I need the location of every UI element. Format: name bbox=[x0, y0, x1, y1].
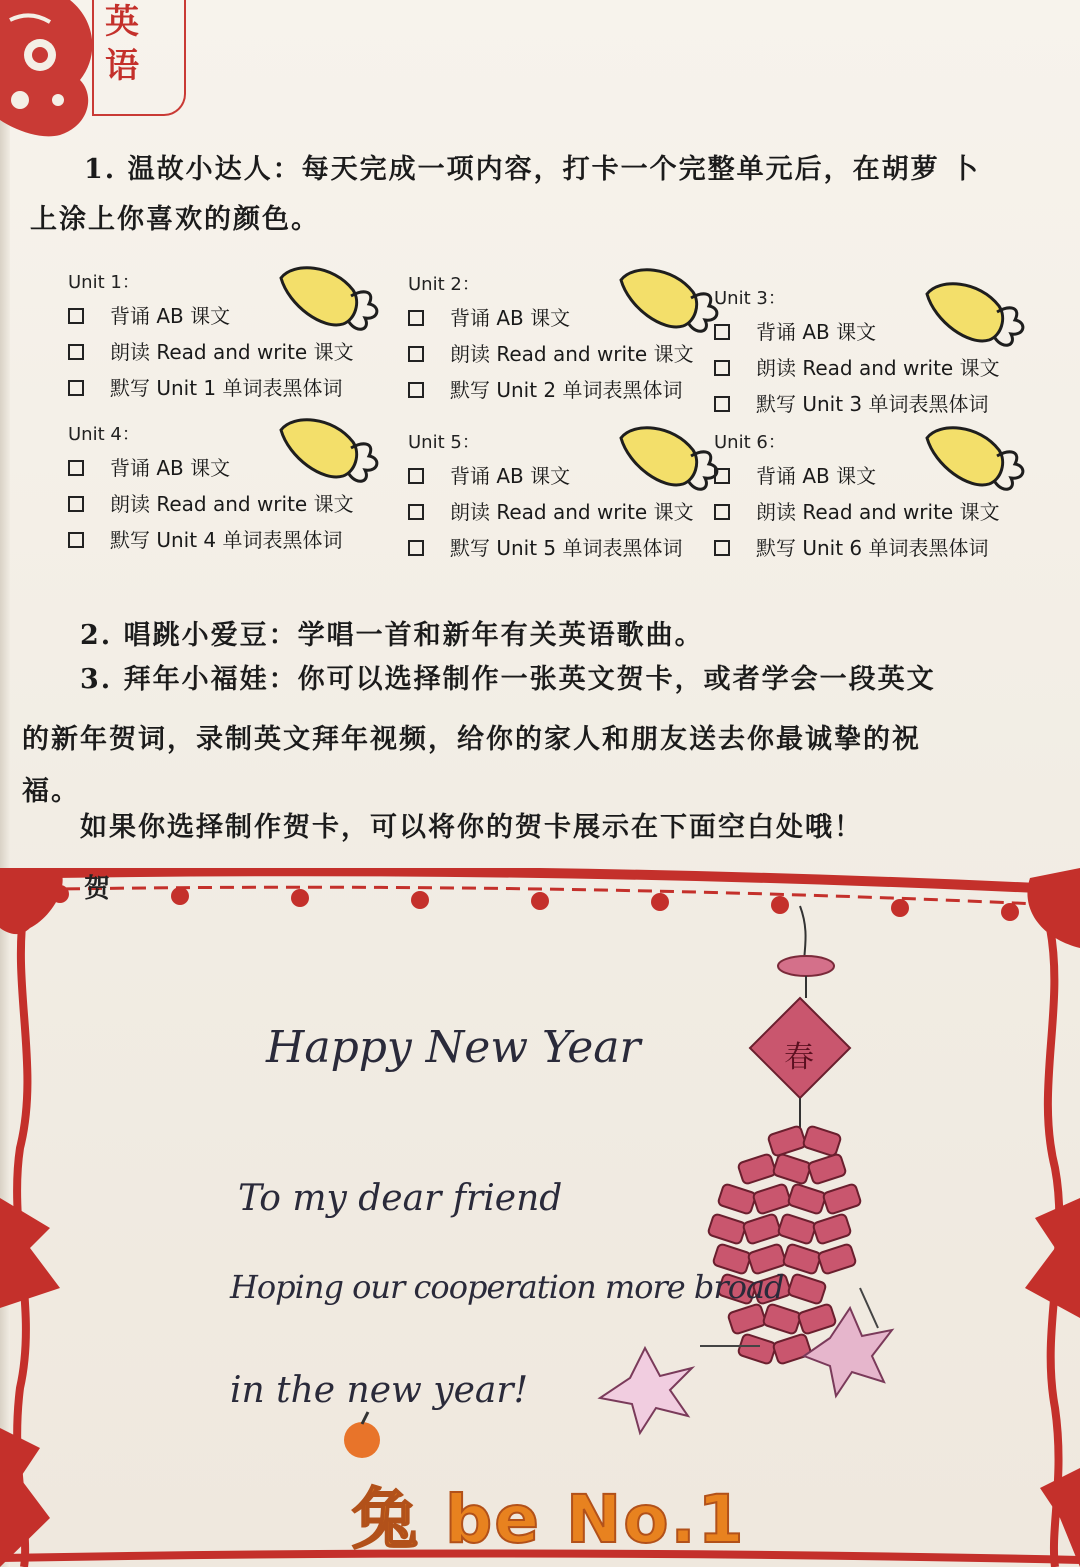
firecracker-icon bbox=[802, 1125, 841, 1156]
checkbox-icon[interactable] bbox=[408, 382, 424, 398]
subject-label: 英语 bbox=[105, 2, 139, 86]
task-label: 朗读 Read and write 课文 bbox=[756, 356, 1000, 380]
task-item[interactable] bbox=[68, 488, 354, 520]
task-label: 背诵 AB 课文 bbox=[110, 456, 231, 480]
task-label: 默写 Unit 5 单词表黑体词 bbox=[450, 536, 683, 560]
firecracker-icon bbox=[807, 1153, 846, 1184]
unit-block-5 bbox=[408, 428, 738, 578]
task-item[interactable] bbox=[408, 338, 694, 370]
task-item[interactable] bbox=[68, 372, 343, 404]
task-item[interactable] bbox=[408, 374, 683, 406]
firecracker-icon bbox=[762, 1303, 801, 1334]
section3-line1: 3. 拜年小福娃：你可以选择制作一张英文贺卡，或者学会一段英文 bbox=[80, 664, 936, 695]
firecracker-icon bbox=[812, 1213, 851, 1244]
task-label: 朗读 Read and write 课文 bbox=[450, 500, 694, 524]
firecracker-icon bbox=[727, 1303, 766, 1334]
greeting-card-frame bbox=[0, 868, 1080, 1567]
task-item[interactable] bbox=[714, 352, 1000, 384]
carrot-icon bbox=[919, 276, 1029, 356]
card-line3: in the new year! bbox=[230, 1370, 529, 1411]
task-item[interactable] bbox=[408, 460, 570, 492]
section1-line1: 1. 温故小达人：每天完成一项内容，打卡一个完整单元后，在胡萝 卜 bbox=[84, 154, 980, 185]
firecracker-icon bbox=[737, 1333, 776, 1364]
firecracker-icon bbox=[787, 1273, 826, 1304]
task-label: 背诵 AB 课文 bbox=[110, 304, 231, 328]
firecracker-icon bbox=[767, 1125, 806, 1156]
task-item[interactable] bbox=[714, 496, 1000, 528]
firecracker-icon bbox=[777, 1213, 816, 1244]
task-label: 背诵 AB 课文 bbox=[450, 464, 571, 488]
card-line1: To my dear friend bbox=[238, 1178, 563, 1219]
section3-line3: 福。 bbox=[22, 776, 80, 807]
task-label: 朗读 Read and write 课文 bbox=[110, 492, 354, 516]
card-line2: Hoping our cooperation more broad bbox=[230, 1268, 784, 1306]
task-label: 默写 Unit 3 单词表黑体词 bbox=[756, 392, 989, 416]
task-label: 默写 Unit 1 单词表黑体词 bbox=[110, 376, 343, 400]
card-note: 如果你选择制作贺卡，可以将你的贺卡展示在下面空白处哦！ bbox=[80, 812, 863, 843]
card-corner-char: 贺 bbox=[84, 874, 111, 904]
task-item[interactable] bbox=[68, 452, 230, 484]
section2-text: 2. 唱跳小爱豆：学唱一首和新年有关英语歌曲。 bbox=[80, 620, 704, 651]
checkbox-icon[interactable] bbox=[68, 460, 84, 476]
task-item[interactable] bbox=[714, 388, 989, 420]
firecracker-icon bbox=[772, 1333, 811, 1364]
firecracker-diamond-char: 春 bbox=[784, 1040, 814, 1075]
task-item[interactable] bbox=[714, 460, 876, 492]
task-label: 朗读 Read and write 课文 bbox=[450, 342, 694, 366]
checkbox-icon[interactable] bbox=[408, 468, 424, 484]
carrot-icon bbox=[919, 420, 1029, 500]
unit-title: Unit 4： bbox=[68, 424, 140, 445]
firecracker-icon bbox=[817, 1243, 856, 1274]
unit-block-6 bbox=[714, 428, 1044, 578]
subject-corner-tab bbox=[0, 0, 190, 140]
task-item[interactable] bbox=[68, 336, 354, 368]
unit-title: Unit 3： bbox=[714, 288, 786, 309]
checkbox-icon[interactable] bbox=[68, 496, 84, 512]
checkbox-icon[interactable] bbox=[408, 310, 424, 326]
checkbox-icon[interactable] bbox=[714, 324, 730, 340]
firecracker-icon bbox=[752, 1183, 791, 1214]
task-item[interactable] bbox=[68, 524, 343, 556]
task-label: 背诵 AB 课文 bbox=[450, 306, 571, 330]
task-label: 默写 Unit 4 单词表黑体词 bbox=[110, 528, 343, 552]
task-label: 朗读 Read and write 课文 bbox=[110, 340, 354, 364]
unit-block-3 bbox=[714, 284, 1044, 434]
firecracker-icon bbox=[717, 1183, 756, 1214]
checkbox-icon[interactable] bbox=[68, 344, 84, 360]
task-item[interactable] bbox=[714, 316, 876, 348]
checkbox-icon[interactable] bbox=[408, 540, 424, 556]
section3-line2: 的新年贺词，录制英文拜年视频，给你的家人和朋友送去你最诚挚的祝 bbox=[22, 724, 921, 755]
card-greeting: Happy New Year bbox=[266, 1022, 641, 1073]
task-label: 朗读 Read and write 课文 bbox=[756, 500, 1000, 524]
checkbox-icon[interactable] bbox=[408, 346, 424, 362]
checkbox-icon[interactable] bbox=[714, 396, 730, 412]
checkbox-icon[interactable] bbox=[68, 380, 84, 396]
carrot-icon bbox=[613, 420, 723, 500]
firecracker-icon bbox=[742, 1213, 781, 1244]
checkbox-icon[interactable] bbox=[68, 532, 84, 548]
firecracker-icon bbox=[782, 1243, 821, 1274]
checkbox-icon[interactable] bbox=[714, 360, 730, 376]
unit-block-1 bbox=[68, 268, 398, 418]
firecracker-icon bbox=[797, 1303, 836, 1334]
unit-title: Unit 5： bbox=[408, 432, 480, 453]
unit-block-4 bbox=[68, 420, 398, 570]
firecracker-icon bbox=[822, 1183, 861, 1214]
firecracker-icon bbox=[772, 1153, 811, 1184]
unit-title: Unit 2： bbox=[408, 274, 480, 295]
carrot-icon bbox=[273, 412, 383, 492]
task-label: 默写 Unit 6 单词表黑体词 bbox=[756, 536, 989, 560]
unit-title: Unit 1： bbox=[68, 272, 140, 293]
task-item[interactable] bbox=[714, 532, 989, 564]
unit-title: Unit 6： bbox=[714, 432, 786, 453]
task-item[interactable] bbox=[408, 532, 683, 564]
footer-slogan: 兔 be No.1 bbox=[352, 1481, 746, 1558]
carrot-icon bbox=[273, 260, 383, 340]
task-item[interactable] bbox=[408, 302, 570, 334]
checkbox-icon[interactable] bbox=[714, 468, 730, 484]
task-label: 默写 Unit 2 单词表黑体词 bbox=[450, 378, 683, 402]
checkbox-icon[interactable] bbox=[68, 308, 84, 324]
task-item[interactable] bbox=[408, 496, 694, 528]
checkbox-icon[interactable] bbox=[714, 540, 730, 556]
unit-block-2 bbox=[408, 270, 738, 420]
task-label: 背诵 AB 课文 bbox=[756, 320, 877, 344]
carrot-icon bbox=[613, 262, 723, 342]
checkbox-icon[interactable] bbox=[714, 504, 730, 520]
firecracker-icon bbox=[707, 1213, 746, 1244]
task-label: 背诵 AB 课文 bbox=[756, 464, 877, 488]
firecracker-icon bbox=[737, 1153, 776, 1184]
section1-line2: 上涂上你喜欢的颜色。 bbox=[30, 204, 320, 235]
firecracker-icon bbox=[787, 1183, 826, 1214]
checkbox-icon[interactable] bbox=[408, 504, 424, 520]
task-item[interactable] bbox=[68, 300, 230, 332]
